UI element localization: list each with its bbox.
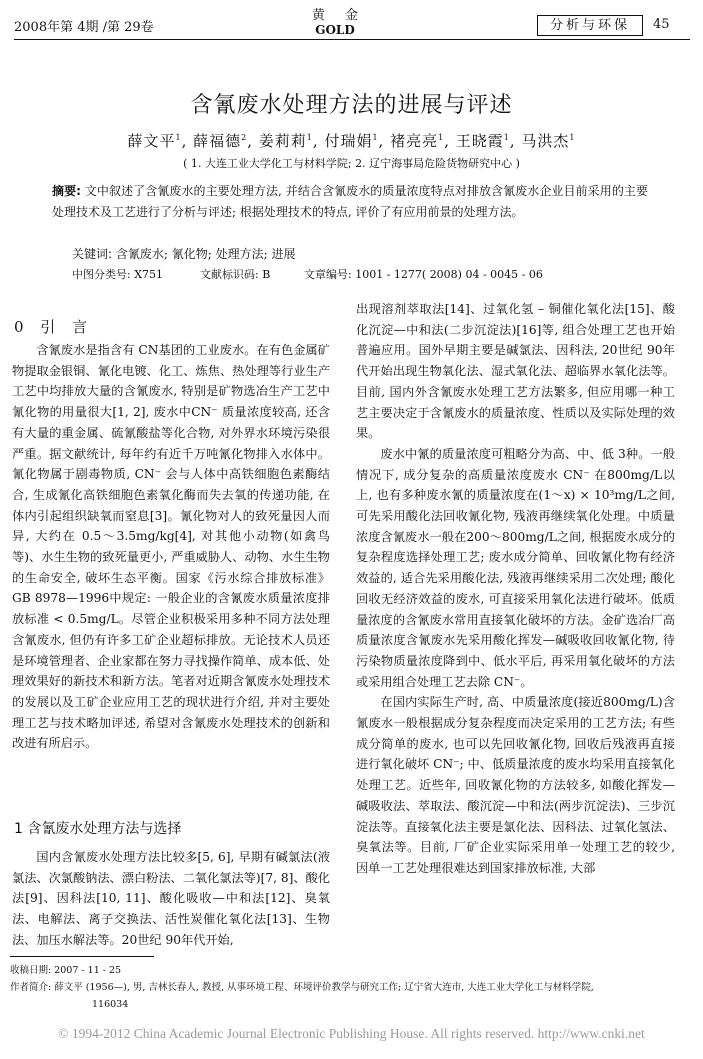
author-affil-marker: 1	[372, 133, 379, 142]
section-heading-intro: 0 引 言	[14, 318, 94, 336]
body-paragraph: 国内含氰废水处理方法比较多[5, 6], 早期有碱氯法(液氯法、次氯酸钠法、漂白粉法、二氧化氯法等)[7, 8]、酸化法[9]、因科法[10, 11]、酸化吸收—中和法[12]、臭氧法、电解法、离子交换法、活性炭催化氧化法[13]、生物法、加压水解法等。20世纪 90年代开始,	[12, 850, 330, 947]
abstract-text: 文中叙述了含氰废水的主要处理方法, 并结合含氰废水的质量浓度特点对排放含氰废水企业目前采用的主要处理技术及工艺进行了分析与评述; 根据处理技术的特点, 评价了有应用前景的处理方法。	[52, 184, 648, 219]
author-bio: 作者简介: 薛文平 (1956—), 男, 吉林长春人, 教授, 从事环境工程、环境评价教学与研究工作; 辽宁省大连市, 大连工业大学化工与材料学院,	[10, 982, 594, 993]
right-column-body	[356, 299, 675, 879]
journal-name-cn: 黄 金	[311, 8, 367, 23]
author-affil-marker: 1	[306, 133, 313, 142]
journal-name-en: GOLD	[315, 23, 355, 37]
clc-number: 中图分类号: X751	[72, 268, 164, 281]
author-list: 薛文平$^1$, 薛福德$^2$, 姜莉莉$^1$, 付瑞娟$^1$, 褚亮亮$^1$, 王晓霞$^1$, 马洪杰$^1$	[127, 132, 576, 150]
journal-name	[300, 8, 370, 38]
author-affil-marker: 1	[503, 133, 510, 142]
left-column-body-2	[12, 847, 330, 951]
author-affil-marker: 1	[175, 133, 182, 142]
header-rule	[14, 39, 690, 40]
body-paragraph: 在国内实际生产时, 高、中质量浓度(接近800mg/L)含氰废水一般根据成分复杂程度而决定采用的工艺方法; 有些成分简单的废水, 也可以先回收氰化物, 回收后残液再直接进行氧化破坏 CN⁻; 中、低质量浓度的废水均采用直接氧化处理工艺。近些年, 回收氰化物的方法较多, 如酸化挥发—碱吸收法、萃取法、酸沉淀—中和法(两步沉淀法)、三步沉淀法等。直接氧化法主要是氯化法、因科法、过氧化氢法、臭氧法等。目前, 厂矿企业实际采用单一处理工艺的较少, 因单一工艺处理很难达到国家排放标准, 大部	[356, 695, 675, 875]
document-code: 文献标识码: B	[200, 268, 271, 281]
received-date: 收稿日期: 2007 - 11 - 25	[10, 965, 122, 976]
author-affil-marker: 2	[241, 133, 248, 142]
section-heading-methods: 1 含氰废水处理方法与选择	[14, 821, 182, 837]
abstract	[52, 181, 648, 223]
footnote-rule	[10, 956, 154, 957]
copyright-notice: © 1994-2012 China Academic Journal Electronic Publishing House. All rights reserved. http://www.cnki.net	[58, 1026, 645, 1041]
author-name: 付瑞娟	[324, 132, 373, 150]
author-affil-marker: 1	[569, 133, 576, 142]
author-name: 薛福德	[193, 132, 242, 150]
author-name: 马洪杰	[521, 132, 570, 150]
keywords-label: 关键词:	[72, 247, 113, 261]
author-affil-marker: 1	[438, 133, 445, 142]
affiliation: ( 1. 大连工业大学化工与材料学院; 2. 辽宁海事局危险货物研究中心 )	[183, 157, 520, 170]
left-column-body	[12, 340, 330, 754]
postcode: 116034	[92, 999, 129, 1010]
abstract-label: 摘要:	[52, 184, 81, 198]
classification-line	[72, 266, 543, 282]
author-name: 王晓霞	[455, 132, 504, 150]
author-name: 薛文平	[127, 132, 176, 150]
article-number: 文章编号: 1001 - 1277( 2008) 04 - 0045 - 06	[304, 268, 543, 281]
body-paragraph: 出现溶剂萃取法[14]、过氧化氢 – 铜催化氧化法[15]、酸化沉淀—中和法(二步沉淀法)[16]等, 组合处理工艺也开始普遍应用。国外早期主要是碱氯法、因科法, 20世纪 90年代开始出现生物氧化法、湿式氧化法、超临界水氧化法等。目前, 国内外含氰废水处理工艺方法繁多, 但应用哪一种工艺主要决定于含氰废水的质量浓度、性质以及实际处理的效果。	[356, 302, 675, 441]
page-number: 45	[653, 17, 670, 32]
keywords-text: 含氰废水; 氰化物; 处理方法; 进展	[115, 247, 296, 261]
journal-issue: 2008年第 4期 /第 29卷	[14, 20, 154, 35]
paper-title: 含氰废水处理方法的进展与评述	[190, 93, 513, 118]
body-paragraph: 废水中氰的质量浓度可粗略分为高、中、低 3种。一般情况下, 成分复杂的高质量浓度废水 CN⁻ 在800mg/L以上, 也有多种废水氰的质量浓度在(1～x) × 10³mg/L之间, 可先采用酸化法回收氰化物, 残液再继续氧化处理。中质量浓度含氰废水一般在200～800mg/L之间, 根据废水成分的复杂程度选择处理工艺; 废水成分简单、回收氰化物有经济效益的, 适合先采用酸化法, 残液再继续采用二次处理; 酸化回收无经济效益的废水, 可直接采用氧化法进行破坏。低质量浓度的含氰废水常用直接氧化破坏的方法。金矿选冶厂高质量浓度含氰废水先采用酸化挥发—碱吸收回收氰化物, 待污染物质量浓度降到中、低水平后, 再采用氧化破坏的方法或采用组合处理工艺去除 CN⁻。	[356, 446, 675, 689]
author-name: 褚亮亮	[390, 132, 439, 150]
keywords	[72, 245, 295, 262]
body-paragraph: 含氰废水是指含有 CN基团的工业废水。在有色金属矿物提取金银铜、氰化电镀、化工、炼焦、热处理等行业生产工艺中均排放大量的含氰废水, 特别是矿物选冶生产工艺中氰化物的用量很大[1, 2], 废水中CN⁻ 质量浓度较高, 还含有大量的重金属、硫氰酸盐等化合物, 对外界水环境污染很严重。据文献统计, 每年约有近千万吨氰化物排入水体中。氰化物属于剧毒物质, CN⁻ 会与人体中高铁细胞色素酶结合, 生成氰化高铁细胞色素氧化酶而失去氧的传递功能, 在体内引起组织缺氧而窒息[3]。氰化物对人的致死量因人而异, 大约在 0.5～3.5mg/kg[4], 对其他小动物(如禽鸟等)、水生生物的致死量更小, 严重威胁人、动物、水生生物的生命安全, 破坏生态平衡。国家《污水综合排放标准》GB 8978—1996中规定: 一般企业的含氰废水质量浓度排放标准 < 0.5mg/L。尽管企业积极采用多种不同方法处理含氰废水, 但仍有许多工矿企业超标排放。无论技术人员还是环境管理者、企业家都在努力寻找操作简单、成本低、处理效果好的新技术和新方法。笔者对近期含氰废水处理技术的发展以及工矿企业应用工艺的现状进行介绍, 并对主要处理工艺与技术略加评述, 希望对含氰废水处理技术的创新和改进有所启示。	[12, 343, 330, 751]
author-name: 姜莉莉	[258, 132, 307, 150]
section-label: 分析与环保	[537, 15, 643, 36]
